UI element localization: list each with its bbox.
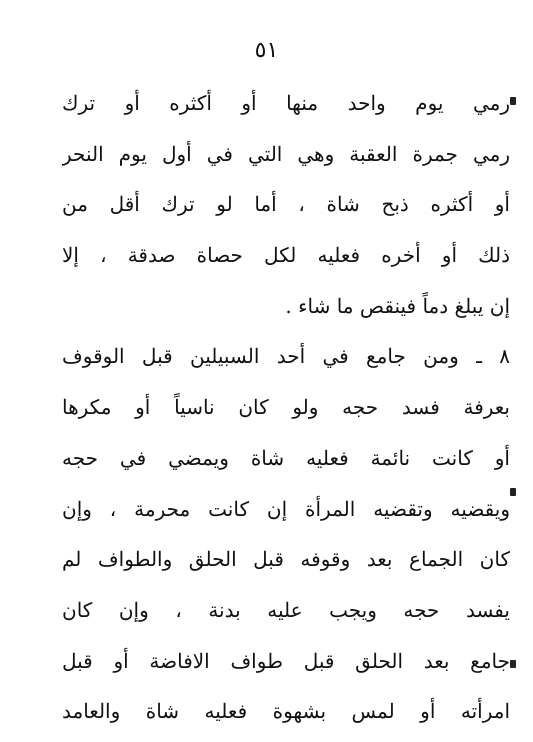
text-line: أو أكثره ذبح شاة ، أما لو ترك أقل من (62, 192, 510, 217)
margin-mark (510, 660, 516, 668)
text-line: رمي يوم واحد منها أو أكثره أو ترك (62, 91, 510, 115)
text-line: رمي جمرة العقبة وهي التي في أول يوم النحر (62, 141, 510, 166)
text-line: أو كانت نائمة فعليه شاة ويمضي في حجه (62, 445, 510, 470)
text-line: كان الجماع بعد وقوفه قبل الحلق والطواف لم (62, 547, 510, 572)
text-line: بعرفة فسد حجه ولو كان ناسياً أو مكرها (62, 395, 510, 420)
text-line: ذلك أو أخره فعليه لكل حصاة صدقة ، إلا (62, 243, 510, 268)
text-line: ٨ ـ ومن جامع في أحد السبيلين قبل الوقوف (62, 344, 510, 369)
body-text (62, 78, 510, 737)
text-line: امرأته أو لمس بشهوة فعليه شاة والعامد (62, 699, 510, 724)
page-number: ٥١ (254, 38, 279, 63)
text-line: جامع بعد الحلق قبل طواف الافاضة أو قبل (62, 648, 510, 673)
margin-mark (510, 97, 516, 105)
margin-mark (510, 488, 516, 496)
text-line: إن يبلغ دماً فينقص ما شاء . (285, 293, 510, 318)
text-line: يفسد حجه ويجب عليه بدنة ، وإن كان (62, 597, 510, 622)
text-line: ويقضيه وتقضيه المرأة إن كانت محرمة ، وإن (62, 496, 510, 521)
